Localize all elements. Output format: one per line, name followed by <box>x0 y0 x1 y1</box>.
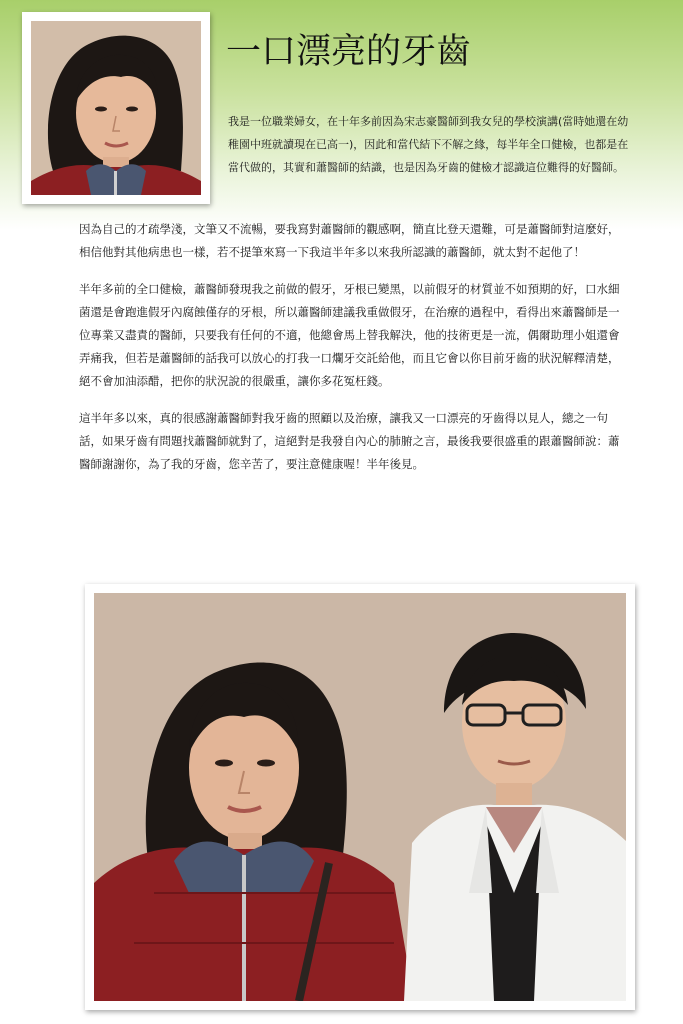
patient-doctor-photo <box>85 584 635 1010</box>
article-paragraph-2: 半年多前的全口健檢，蕭醫師發現我之前做的假牙，牙根已變黑，以前假牙的材質並不如預期的好，口水細菌還是會跑進假牙內腐蝕僅存的牙根，所以蕭醫師建議我重做假牙，在治療的過程中，看得出來蕭醫師是一位專業又盡責的醫師，只要我有任何的不適，他總會馬上替我解決，他的技術更是一流，偶爾助理小姐還會弄痛我，但若是蕭醫師的話我可以放心的打我一口爛牙交託給他，而且它會以你目前牙齒的狀況解釋清楚，絕不會加油添醋，把你的狀況說的很嚴重，讓你多花冤枉錢。 <box>79 282 620 388</box>
patient-portrait-photo <box>22 12 210 204</box>
page-title: 一口漂亮的牙齒 <box>226 32 472 72</box>
intro-text: 我是一位職業婦女，在十年多前因為宋志豪醫師到我女兒的學校演講(當時她還在幼稚園中班就讀現在已高一)，因此和當代結下不解之緣，每半年全口健檢，也都是在當代做的，其實和蕭醫師的結識，也是因為牙齒的健檢才認識這位難得的好醫師。 <box>228 115 629 174</box>
article-paragraph-1: 因為自己的才疏學淺，文筆又不流暢，要我寫對蕭醫師的觀感啊，簡直比登天還難，可是蕭醫師對這麼好，相信他對其他病患也一樣，若不提筆來寫一下我這半年多以來我所認識的蕭醫師，就太對不起他了！ <box>79 222 620 259</box>
article-paragraph-3: 這半年多以來，真的很感謝蕭醫師對我牙齒的照顧以及治療，讓我又一口漂亮的牙齒得以見人，總之一句話，如果牙齒有問題找蕭醫師就對了，這絕對是我發自內心的肺腑之言，最後我要很盛重的跟蕭醫師說：蕭醫師謝謝你，為了我的牙齒，您辛苦了，要注意健康喔！半年後見。 <box>79 411 620 471</box>
article-body <box>79 218 625 490</box>
intro-paragraph <box>228 110 630 179</box>
patient-portrait-image <box>31 21 201 195</box>
patient-doctor-image <box>94 593 626 1001</box>
